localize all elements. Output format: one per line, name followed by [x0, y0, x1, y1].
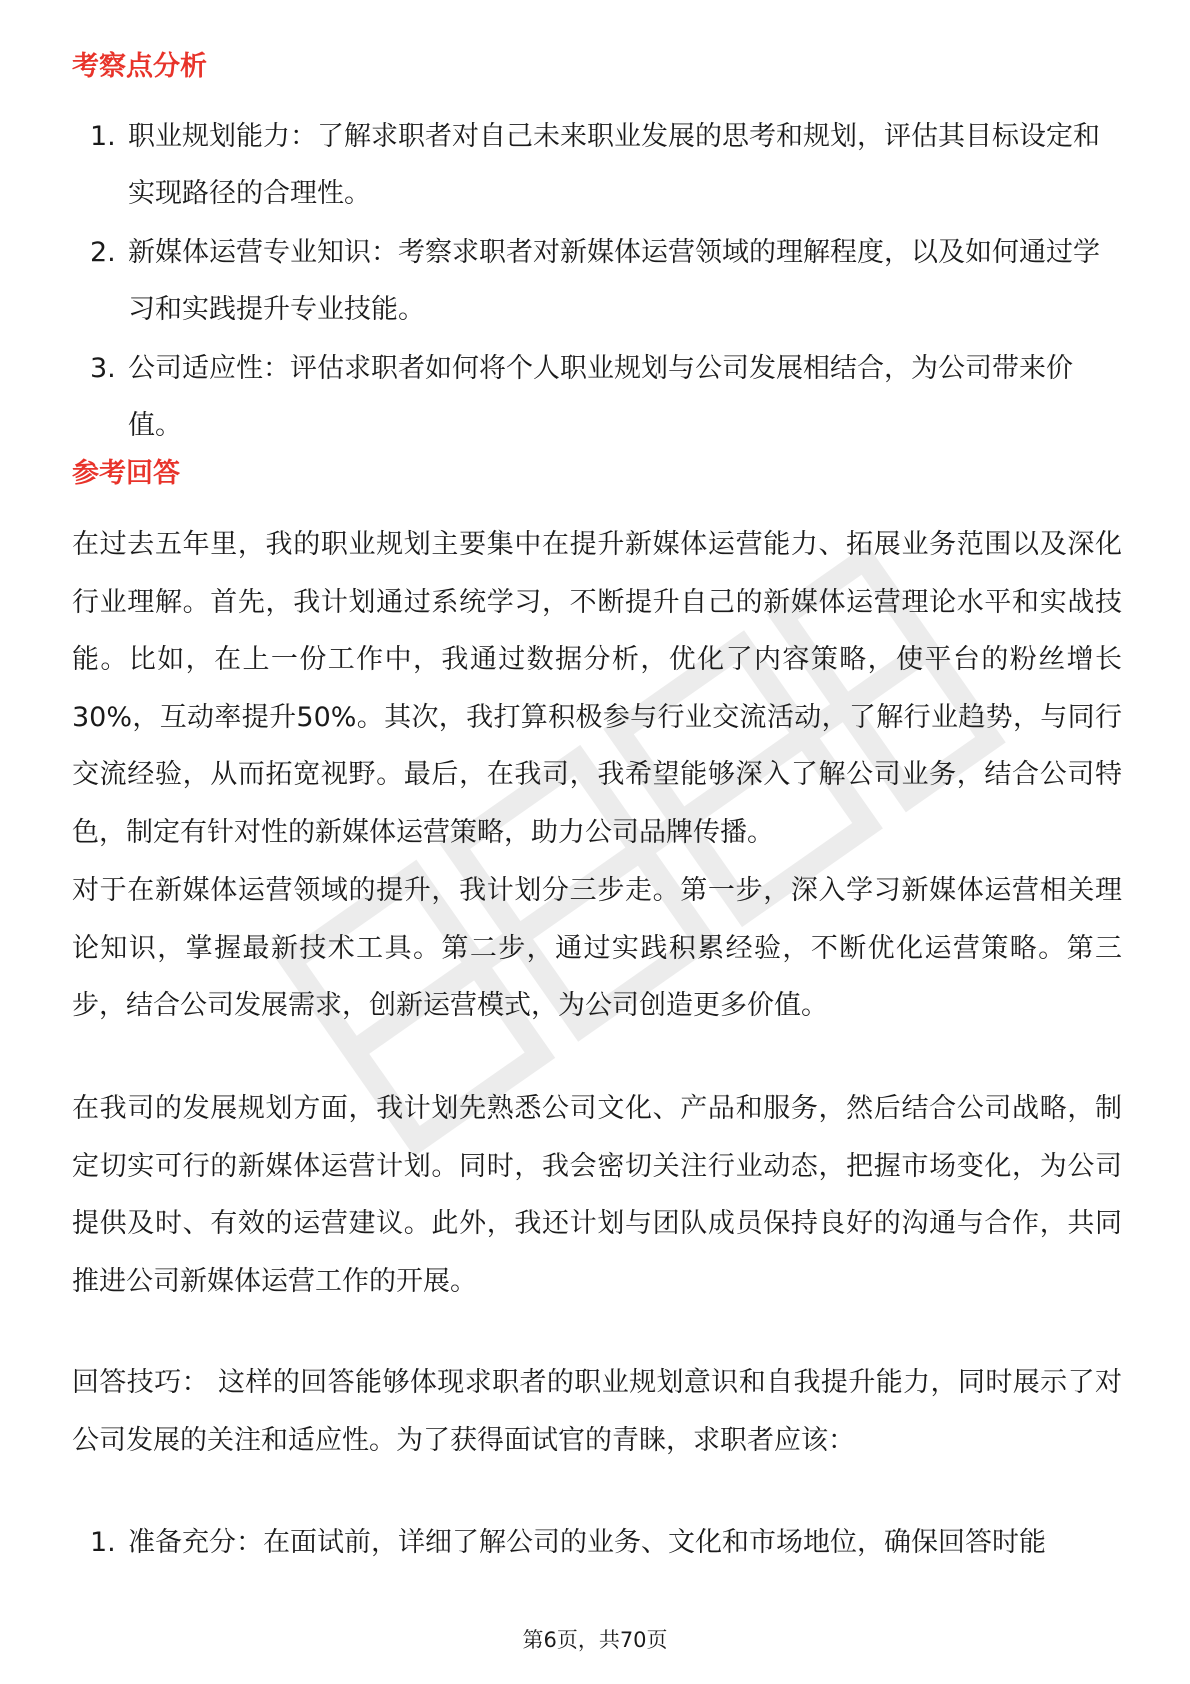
section-title-answer: 参考回答 [72, 458, 180, 489]
list-item [72, 108, 1122, 222]
list-item [72, 224, 1122, 338]
list-item-text: 职业规划能力：了解求职者对自己未来职业发展的思考和规划，评估其目标设定和实现路径的合理性。 [128, 121, 1100, 209]
analysis-list [72, 108, 1122, 456]
list-item-number: 1. [90, 1527, 116, 1558]
list-item [72, 1514, 1122, 1571]
list-item-text: 准备充分：在面试前，详细了解公司的业务、文化和市场地位，确保回答时能 [128, 1527, 1046, 1558]
list-item-number: 3. [90, 353, 116, 384]
list-item-text: 新媒体运营专业知识：考察求职者对新媒体运营领域的理解程度，以及如何通过学习和实践提升专业技能。 [128, 237, 1100, 325]
paragraph: 回答技巧： 这样的回答能够体现求职者的职业规划意识和自我提升能力，同时展示了对公司发展的关注和适应性。为了获得面试官的青睐，求职者应该： [72, 1367, 1122, 1456]
paragraph: 对于在新媒体运营领域的提升，我计划分三步走。第一步，深入学习新媒体运营相关理论知识，掌握最新技术工具。第二步，通过实践积累经验，不断优化运营策略。第三步，结合公司发展需求，创新运营模式，为公司创造更多价值。 [72, 875, 1122, 1021]
paragraph: 在我司的发展规划方面，我计划先熟悉公司文化、产品和服务，然后结合公司战略，制定切实可行的新媒体运营计划。同时，我会密切关注行业动态，把握市场变化，为公司提供及时、有效的运营建议。此外，我还计划与团队成员保持良好的沟通与合作，共同推进公司新媒体运营工作的开展。 [72, 1093, 1122, 1297]
list-item-number: 2. [90, 237, 116, 268]
list-item [72, 340, 1122, 454]
section-title-analysis: 考察点分析 [72, 51, 207, 82]
list-item-text: 公司适应性：评估求职者如何将个人职业规划与公司发展相结合，为公司带来价值。 [128, 353, 1073, 441]
list-item-number: 1. [90, 121, 116, 152]
tips-list [72, 1514, 1122, 1573]
paragraph: 在过去五年里，我的职业规划主要集中在提升新媒体运营能力、拓展业务范围以及深化行业理解。首先，我计划通过系统学习，不断提升自己的新媒体运营理论水平和实战技能。比如，在上一份工作中，我通过数据分析，优化了内容策略，使平台的粉丝增长30%，互动率提升50%。其次，我打算积极参与行业交流活动，了解行业趋势，与同行交流经验，从而拓宽视野。最后，在我司，我希望能够深入了解公司业务，结合公司特色，制定有针对性的新媒体运营策略，助力公司品牌传播。 [72, 529, 1122, 848]
page-footer: 第6页，共70页 [522, 1628, 668, 1652]
